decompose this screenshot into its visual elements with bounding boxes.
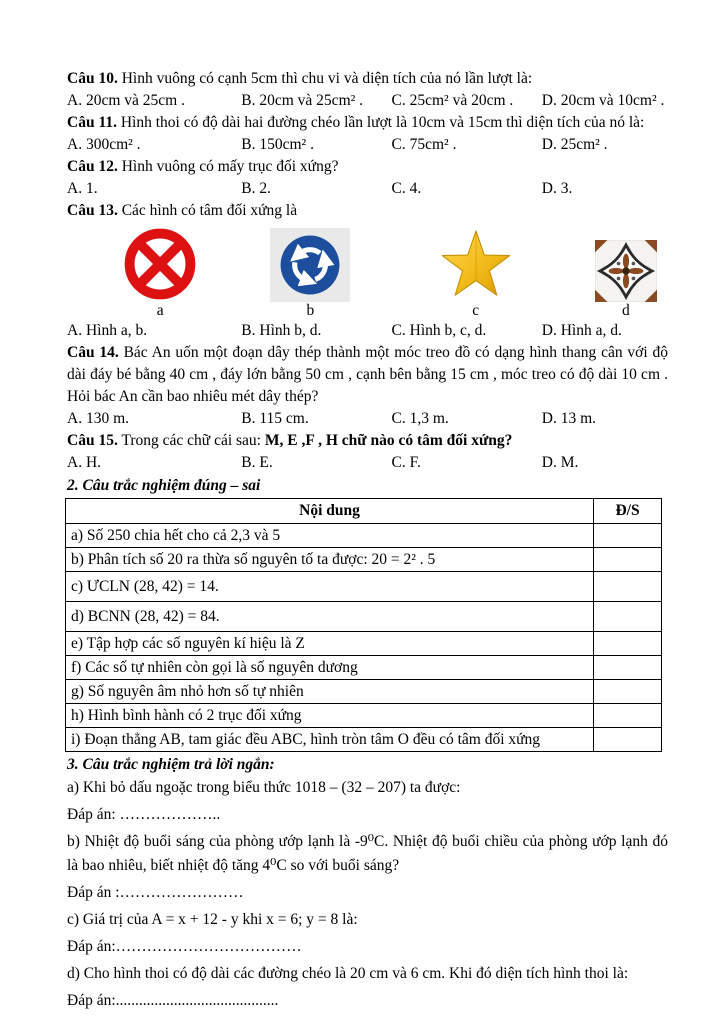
table-row: [66, 656, 662, 680]
question-11-stem: Câu 11. Hình thoi có độ dài hai đường chéo lần lượt là 10cm và 15cm thì diện tích của nó là:: [67, 114, 645, 131]
figure-c-label: c: [472, 302, 480, 319]
answer-line-d: Đáp án:..........................................: [67, 992, 279, 1009]
question-14-label: Câu 14.: [67, 344, 119, 361]
roundabout-sign-icon: [270, 224, 350, 302]
ds-cell-a: [594, 524, 662, 548]
option-b: B. Hình b, d.: [241, 322, 322, 339]
question-12-options: [67, 178, 668, 200]
section-3: [67, 753, 668, 1013]
figure-a: [67, 224, 253, 320]
question-15-stem: Câu 15. Trong các chữ cái sau: M, E ,F , H chữ nào có tâm đối xứng?: [67, 432, 513, 449]
table-row: [66, 548, 662, 572]
option-d: D. Hình a, d.: [541, 322, 622, 339]
question-15-options: [67, 452, 668, 474]
option-b: B. 150cm² .: [241, 136, 314, 153]
statement-h: h) Hình bình hành có 2 trục đối xứng: [66, 704, 594, 728]
question-11-label: Câu 11.: [67, 114, 117, 131]
question-12-label: Câu 12.: [67, 158, 118, 175]
question-10-label: Câu 10.: [67, 70, 118, 87]
option-d: D. 13 m.: [541, 410, 597, 427]
answer-line-c: Đáp án:………………………………: [67, 938, 302, 955]
option-a: A. H.: [67, 454, 102, 471]
statement-d: d) BCNN (28, 42) = 84.: [66, 602, 594, 632]
table-header-ds: Đ/S: [594, 499, 662, 524]
ds-cell-d: [594, 602, 662, 632]
question-13-stem: Câu 13. Các hình có tâm đối xứng là: [67, 202, 298, 219]
ds-cell-f: [594, 656, 662, 680]
no-stopping-sign-icon: [118, 224, 202, 302]
question-15-bold-text: M, E ,F , H chữ nào có tâm đối xứng?: [264, 432, 513, 449]
table-header-noidung: Nội dung: [66, 499, 594, 524]
question-13-options: [67, 320, 668, 342]
statement-g: g) Số nguyên âm nhỏ hơn số tự nhiên: [66, 680, 594, 704]
ds-cell-g: [594, 680, 662, 704]
ds-cell-b: [594, 548, 662, 572]
question-13-label: Câu 13.: [67, 202, 118, 219]
ds-cell-e: [594, 632, 662, 656]
option-c: C. Hình b, c, d.: [391, 322, 487, 339]
question-14-options: [67, 408, 668, 430]
table-row: [66, 728, 662, 752]
statement-f: f) Các số tự nhiên còn gọi là số nguyên dương: [66, 656, 594, 680]
option-a: A. 1.: [67, 180, 98, 197]
figure-d: [584, 224, 668, 320]
option-a: A. Hình a, b.: [67, 322, 148, 339]
statement-e: e) Tập hợp các số nguyên kí hiệu là Z: [66, 632, 594, 656]
ds-cell-i: [594, 728, 662, 752]
figure-b-label: b: [306, 302, 315, 319]
statement-a: a) Số 250 chia hết cho cả 2,3 và 5: [66, 524, 594, 548]
answer-line-a: Đáp án: ………………..: [67, 806, 221, 823]
table-row: [66, 602, 662, 632]
answer-line-b: Đáp án :……………………: [67, 884, 244, 901]
table-row: [66, 632, 662, 656]
decorative-tile-icon: [595, 224, 657, 302]
short-answer-b: b) Nhiệt độ buổi sáng của phòng ướp lạnh là -9⁰C. Nhiệt độ buổi chiều của phòng ướp lạnh đó là bao nhiêu, biết nhiệt độ tăng 4⁰C so với buổi sáng?: [67, 833, 668, 874]
option-c: C. 25cm² và 20cm .: [391, 92, 514, 109]
option-b: B. E.: [241, 454, 273, 471]
statement-c: c) ƯCLN (28, 42) = 14.: [66, 572, 594, 602]
option-c: C. 4.: [391, 180, 422, 197]
section-2-title: 2. Câu trắc nghiệm đúng – sai: [67, 477, 261, 494]
statement-b: b) Phân tích số 20 ra thừa số nguyên tố ta được: 20 = 2² . 5: [66, 548, 594, 572]
question-10-options: [67, 90, 668, 112]
option-b: B. 2.: [241, 180, 271, 197]
figure-b: [253, 224, 367, 320]
option-d: D. M.: [541, 454, 579, 471]
table-row: [66, 572, 662, 602]
option-c: C. 1,3 m.: [391, 410, 449, 427]
figure-c: [367, 224, 583, 320]
question-11-options: [67, 134, 668, 156]
question-12-stem: Câu 12. Hình vuông có mấy trục đối xứng?: [67, 158, 339, 175]
question-13-figures: [67, 224, 668, 320]
option-a: A. 130 m.: [67, 410, 129, 427]
statement-i: i) Đoạn thẳng AB, tam giác đều ABC, hình tròn tâm O đều có tâm đối xứng: [66, 728, 594, 752]
option-a: A. 20cm và 25cm .: [67, 92, 185, 109]
true-false-table: [65, 498, 662, 752]
gold-star-icon: [436, 224, 516, 302]
question-10-stem: Câu 10. Hình vuông có cạnh 5cm thì chu vi và diện tích của nó lần lượt là:: [67, 70, 533, 87]
option-b: B. 115 cm.: [241, 410, 309, 427]
figure-d-label: d: [622, 302, 630, 319]
short-answer-a: a) Khi bỏ dấu ngoặc trong biểu thức 1018 – (32 – 207) ta được:: [67, 779, 461, 796]
question-15-label: Câu 15.: [67, 432, 118, 449]
option-b: B. 20cm và 25cm² .: [241, 92, 364, 109]
table-row: [66, 680, 662, 704]
option-d: D. 25cm² .: [541, 136, 608, 153]
option-d: D. 3.: [541, 180, 573, 197]
question-14-stem: Câu 14. Bác An uốn một đoạn dây thép thành một móc treo đồ có dạng hình thang cân với độ dài đáy bé bằng 40 cm , đáy lớn bằng 50 cm , cạnh bên bằng 15 cm , móc treo có độ dài 10 cm . Hỏi bác An cần bao nhiêu mét dây thép?: [67, 344, 668, 405]
table-header-row: [66, 499, 662, 524]
option-d: D. 20cm và 10cm² .: [541, 92, 665, 109]
ds-cell-c: [594, 572, 662, 602]
short-answer-d: d) Cho hình thoi có độ dài các đường chéo là 20 cm và 6 cm. Khi đó diện tích hình thoi là:: [67, 965, 629, 982]
option-a: A. 300cm² .: [67, 136, 141, 153]
table-row: [66, 524, 662, 548]
figure-a-label: a: [156, 302, 164, 319]
section-3-title: 3. Câu trắc nghiệm trả lời ngắn:: [67, 756, 275, 773]
table-row: [66, 704, 662, 728]
option-c: C. 75cm² .: [391, 136, 457, 153]
ds-cell-h: [594, 704, 662, 728]
option-c: C. F.: [391, 454, 421, 471]
short-answer-c: c) Giá trị của A = x + 12 - y khi x = 6; y = 8 là:: [67, 911, 358, 928]
